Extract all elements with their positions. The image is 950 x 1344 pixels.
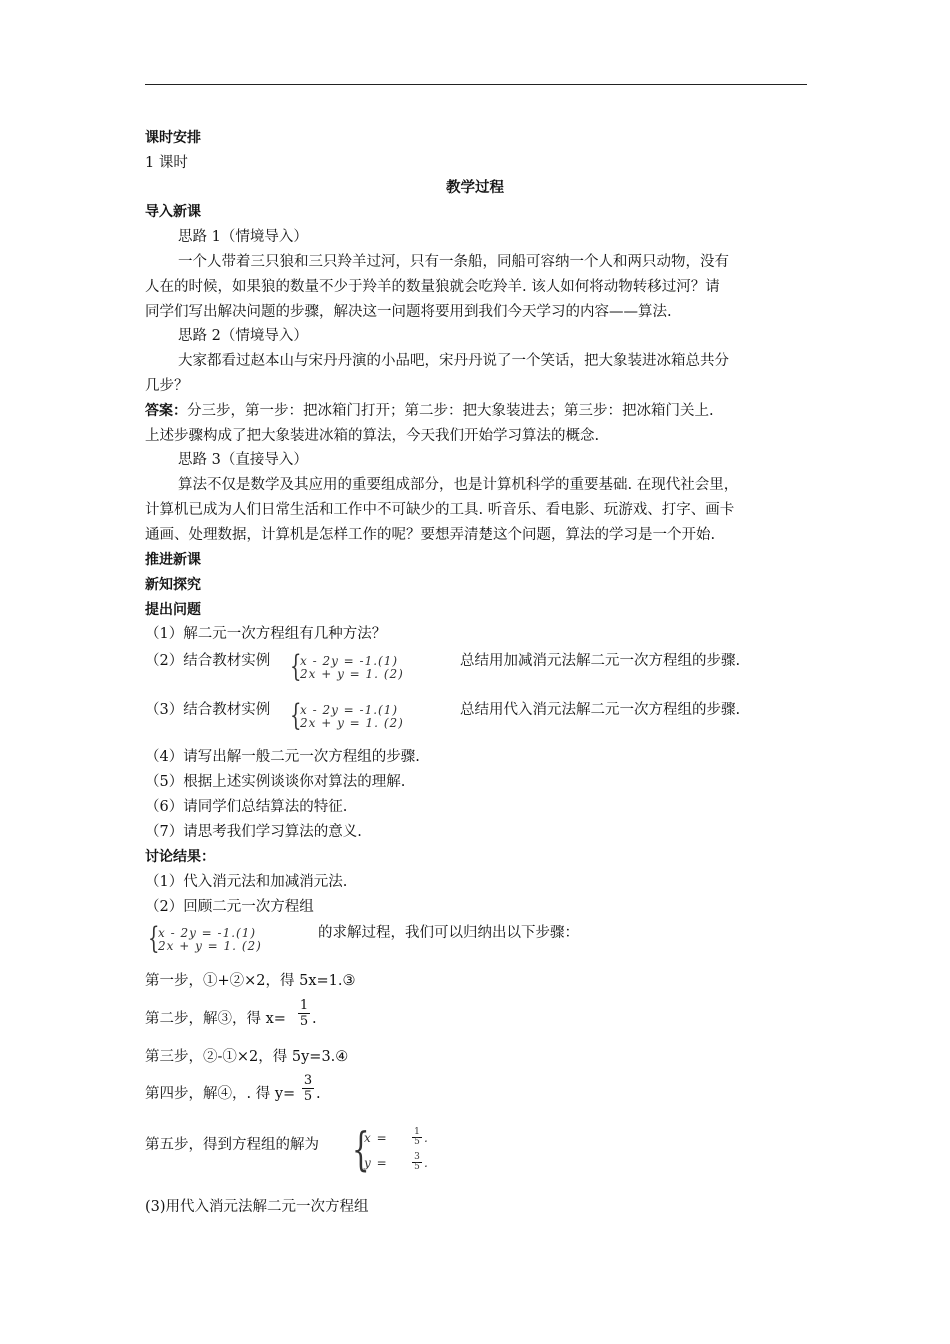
equation-row-1: x - 2y = -1.(1) [300, 654, 399, 668]
idea2-line-2: 几步？ [145, 378, 189, 394]
subheading-questions: 提出问题 [145, 602, 201, 618]
question-1: （1）解二元一次方程组有几种方法？ [145, 626, 387, 642]
schedule-heading: 课时安排 [145, 130, 201, 146]
solution-y: y = [364, 1156, 388, 1170]
answer-line-1 [145, 400, 714, 422]
idea1-label: 思路 1（情境导入） [178, 229, 308, 245]
page-title: 教学过程 [446, 180, 504, 196]
solution-x: x = [364, 1131, 388, 1145]
solution-x-period: . [424, 1131, 429, 1145]
question-5: （5）根据上述实例谈谈你对算法的理解. [145, 774, 406, 790]
question-4: （4）请写出解一般二元一次方程组的步骤. [145, 749, 420, 765]
step-2-period: . [312, 1011, 317, 1027]
fraction-sol-x [412, 1128, 422, 1147]
section-heading-advance: 推进新课 [145, 552, 201, 568]
idea1-line-1: 一个人带着三只狼和三只羚羊过河，只有一条船，同船可容纳一个人和两只动物，没有 [178, 254, 729, 270]
equation-row-1: x - 2y = -1.(1) [300, 703, 399, 717]
step-3: 第三步，②-①×2，得 5y=3.④ [145, 1049, 349, 1065]
step-1: 第一步，①+②×2，得 5x=1.③ [145, 973, 356, 989]
answer-label: 答案： [145, 403, 187, 419]
question-3-after: 总结用代入消元法解二元一次方程组的步骤. [460, 702, 741, 718]
question-6: （6）请同学们总结算法的特征. [145, 799, 348, 815]
idea3-line-1: 算法不仅是数学及其应用的重要组成部分，也是计算机科学的重要基础. 在现代社会里， [178, 477, 739, 493]
fraction-denominator: 5 [299, 1014, 309, 1029]
fraction-x [298, 998, 310, 1029]
step-2: 第二步，解③，得 x= [145, 1011, 286, 1027]
idea2-line-1: 大家都看过赵本山与宋丹丹演的小品吧，宋丹丹说了一个笑话，把大象装进冰箱总共分 [178, 353, 729, 369]
brace-icon: { [148, 921, 160, 956]
result-3: (3)用代入消元法解二元一次方程组 [145, 1199, 369, 1215]
brace-icon: { [290, 698, 302, 733]
fraction-numerator: 3 [303, 1073, 313, 1088]
header-rule [145, 84, 807, 85]
discussion-heading: 讨论结果： [145, 849, 215, 865]
section-heading-intro: 导入新课 [145, 204, 201, 220]
idea2-label: 思路 2（情境导入） [178, 328, 308, 344]
idea1-line-2: 人在的时候，如果狼的数量不少于羚羊的数量狼就会吃羚羊. 该人如何将动物转移过河？请 [145, 279, 720, 295]
fraction-y [302, 1073, 314, 1104]
step-4-period: . [316, 1086, 321, 1102]
fraction-denominator: 5 [303, 1089, 313, 1104]
schedule-value: 1 课时 [145, 155, 188, 171]
equation-row-2: 2x + y = 1. (2) [158, 939, 262, 953]
idea1-line-3: 同学们写出解决问题的步骤，解决这一问题将要用到我们今天学习的内容——算法. [145, 304, 672, 320]
result-2-after: 的求解过程，我们可以归纳出以下步骤： [318, 925, 579, 941]
idea3-label: 思路 3（直接导入） [178, 452, 308, 468]
step-4: 第四步，解④，. 得 y= [145, 1086, 296, 1102]
solution-y-period: . [424, 1156, 429, 1170]
result-1: （1）代入消元法和加减消元法. [145, 874, 348, 890]
fraction-numerator: 3 [414, 1152, 420, 1162]
brace-icon: { [352, 1122, 370, 1176]
answer-line-2: 上述步骤构成了把大象装进冰箱的算法，今天我们开始学习算法的概念. [145, 428, 600, 444]
question-3-before: （3）结合教材实例 [145, 702, 271, 718]
fraction-numerator: 1 [414, 1127, 420, 1137]
fraction-sol-y [412, 1153, 422, 1172]
fraction-denominator: 5 [414, 1137, 420, 1147]
question-7: （7）请思考我们学习算法的意义. [145, 824, 362, 840]
fraction-denominator: 5 [414, 1162, 420, 1172]
result-2: （2）回顾二元一次方程组 [145, 899, 314, 915]
idea3-line-2: 计算机已成为人们日常生活和工作中不可缺少的工具. 听音乐、看电影、玩游戏、打字、画卡 [145, 502, 735, 518]
equation-row-2: 2x + y = 1. (2) [300, 716, 404, 730]
answer-text: 分三步，第一步：把冰箱门打开；第二步：把大象装进去；第三步：把冰箱门关上. [187, 403, 714, 419]
fraction-numerator: 1 [299, 998, 309, 1013]
subheading-explore: 新知探究 [145, 577, 201, 593]
question-2-before: （2）结合教材实例 [145, 653, 271, 669]
equation-row-1: x - 2y = -1.(1) [158, 926, 257, 940]
question-2-after: 总结用加减消元法解二元一次方程组的步骤. [460, 653, 741, 669]
equation-row-2: 2x + y = 1. (2) [300, 667, 404, 681]
idea3-line-3: 通画、处理数据，计算机是怎样工作的呢？要想弄清楚这个问题，算法的学习是一个开始. [145, 527, 716, 543]
step-5: 第五步，得到方程组的解为 [145, 1137, 319, 1153]
brace-icon: { [290, 649, 302, 684]
